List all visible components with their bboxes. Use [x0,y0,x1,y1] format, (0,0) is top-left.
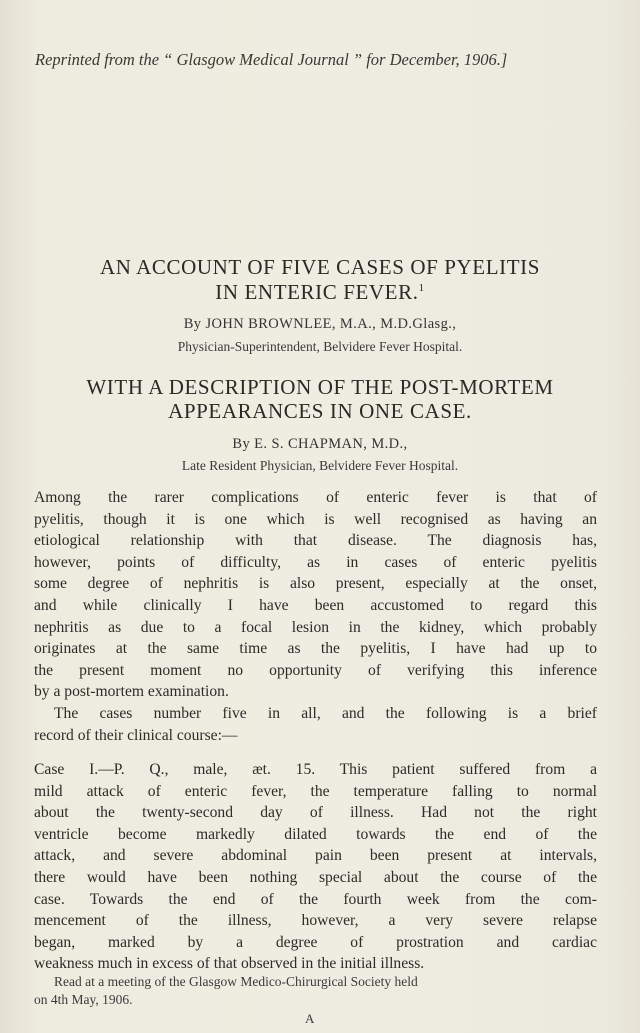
paragraph-line: etiological relationship with that disease. The diagnosis has, [34,532,597,550]
paragraph-intro [34,487,597,703]
footnote [34,973,614,1009]
paragraph-line: mild attack of enteric fever, the temperature falling to normal [34,782,597,800]
paragraph-line: record of their clinical course:— [34,726,238,744]
paragraph-line: originates at the same time as the pyelitis, I have had up to [34,640,597,658]
paragraph-line: however, points of difficulty, as in cases of enteric pyelitis [34,553,597,571]
footnote-line-2: on 4th May, 1906. [34,992,133,1007]
paragraph-line: mencement of the illness, however, a very severe relapse [34,912,597,930]
paragraph-line: by a post-mortem examination. [34,683,229,701]
footnote-mark: 1 [418,282,425,294]
article-title-line-2 [0,280,640,304]
author2-byline: By E. S. CHAPMAN, M.D., [232,436,408,452]
paragraph-line: about the twenty-second day of illness. Had not the right [34,804,597,822]
subtitle-line-1: WITH A DESCRIPTION OF THE POST-MORTEM [86,375,554,399]
paragraph-cases [34,703,597,746]
footnote-line-1: Read at a meeting of the Glasgow Medico-Chirurgical Society held [54,974,418,989]
paragraph-line: weakness much in excess of that observed in the initial illness. [34,955,425,973]
paragraph-line: and while clinically I have been accustomed to regard this [34,596,597,614]
paragraph-line: ventricle become markedly dilated towards the end of the [34,825,597,843]
subtitle-line-2: APPEARANCES IN ONE CASE. [168,399,472,423]
paragraph-line: Among the rarer complications of enteric fever is that of [34,489,597,506]
paragraph-line: pyelitis, though it is one which is well recognised as having an [34,510,597,528]
paragraph-case-1 [34,759,597,975]
article-title-line-2-text: IN ENTERIC FEVER. [215,280,419,304]
paragraph-line: the present moment no opportunity of verifying this inference [34,661,597,679]
author1-byline: By JOHN BROWNLEE, M.A., M.D.Glasg., [183,316,457,332]
reprint-note: Reprinted from the “ Glasgow Medical Journal ” for December, 1906.] [35,50,508,69]
author1-affiliation: Physician-Superintendent, Belvidere Fever Hospital. [177,339,463,354]
paragraph-line: Case I.—P. Q., male, æt. 15. This patient suffered from a [34,761,597,778]
paragraph-line: there would have been nothing special about the course of the [34,868,597,886]
article-title-line-1: AN ACCOUNT OF FIVE CASES OF PYELITIS [99,255,541,279]
author2-affiliation: Late Resident Physician, Belvidere Fever Hospital. [181,458,459,473]
paragraph-line: attack, and severe abdominal pain been present at intervals, [34,847,597,865]
paragraph-line: nephritis as due to a focal lesion in the kidney, which probably [34,618,597,636]
paragraph-line: some degree of nephritis is also present, especially at the onset, [34,575,597,593]
paragraph-line: case. Towards the end of the fourth week from the com- [34,890,597,908]
paragraph-line: began, marked by a degree of prostration and cardiac [34,933,597,951]
signature-mark: A [305,1011,315,1026]
paragraph-line: The cases number five in all, and the following is a brief [54,705,597,722]
